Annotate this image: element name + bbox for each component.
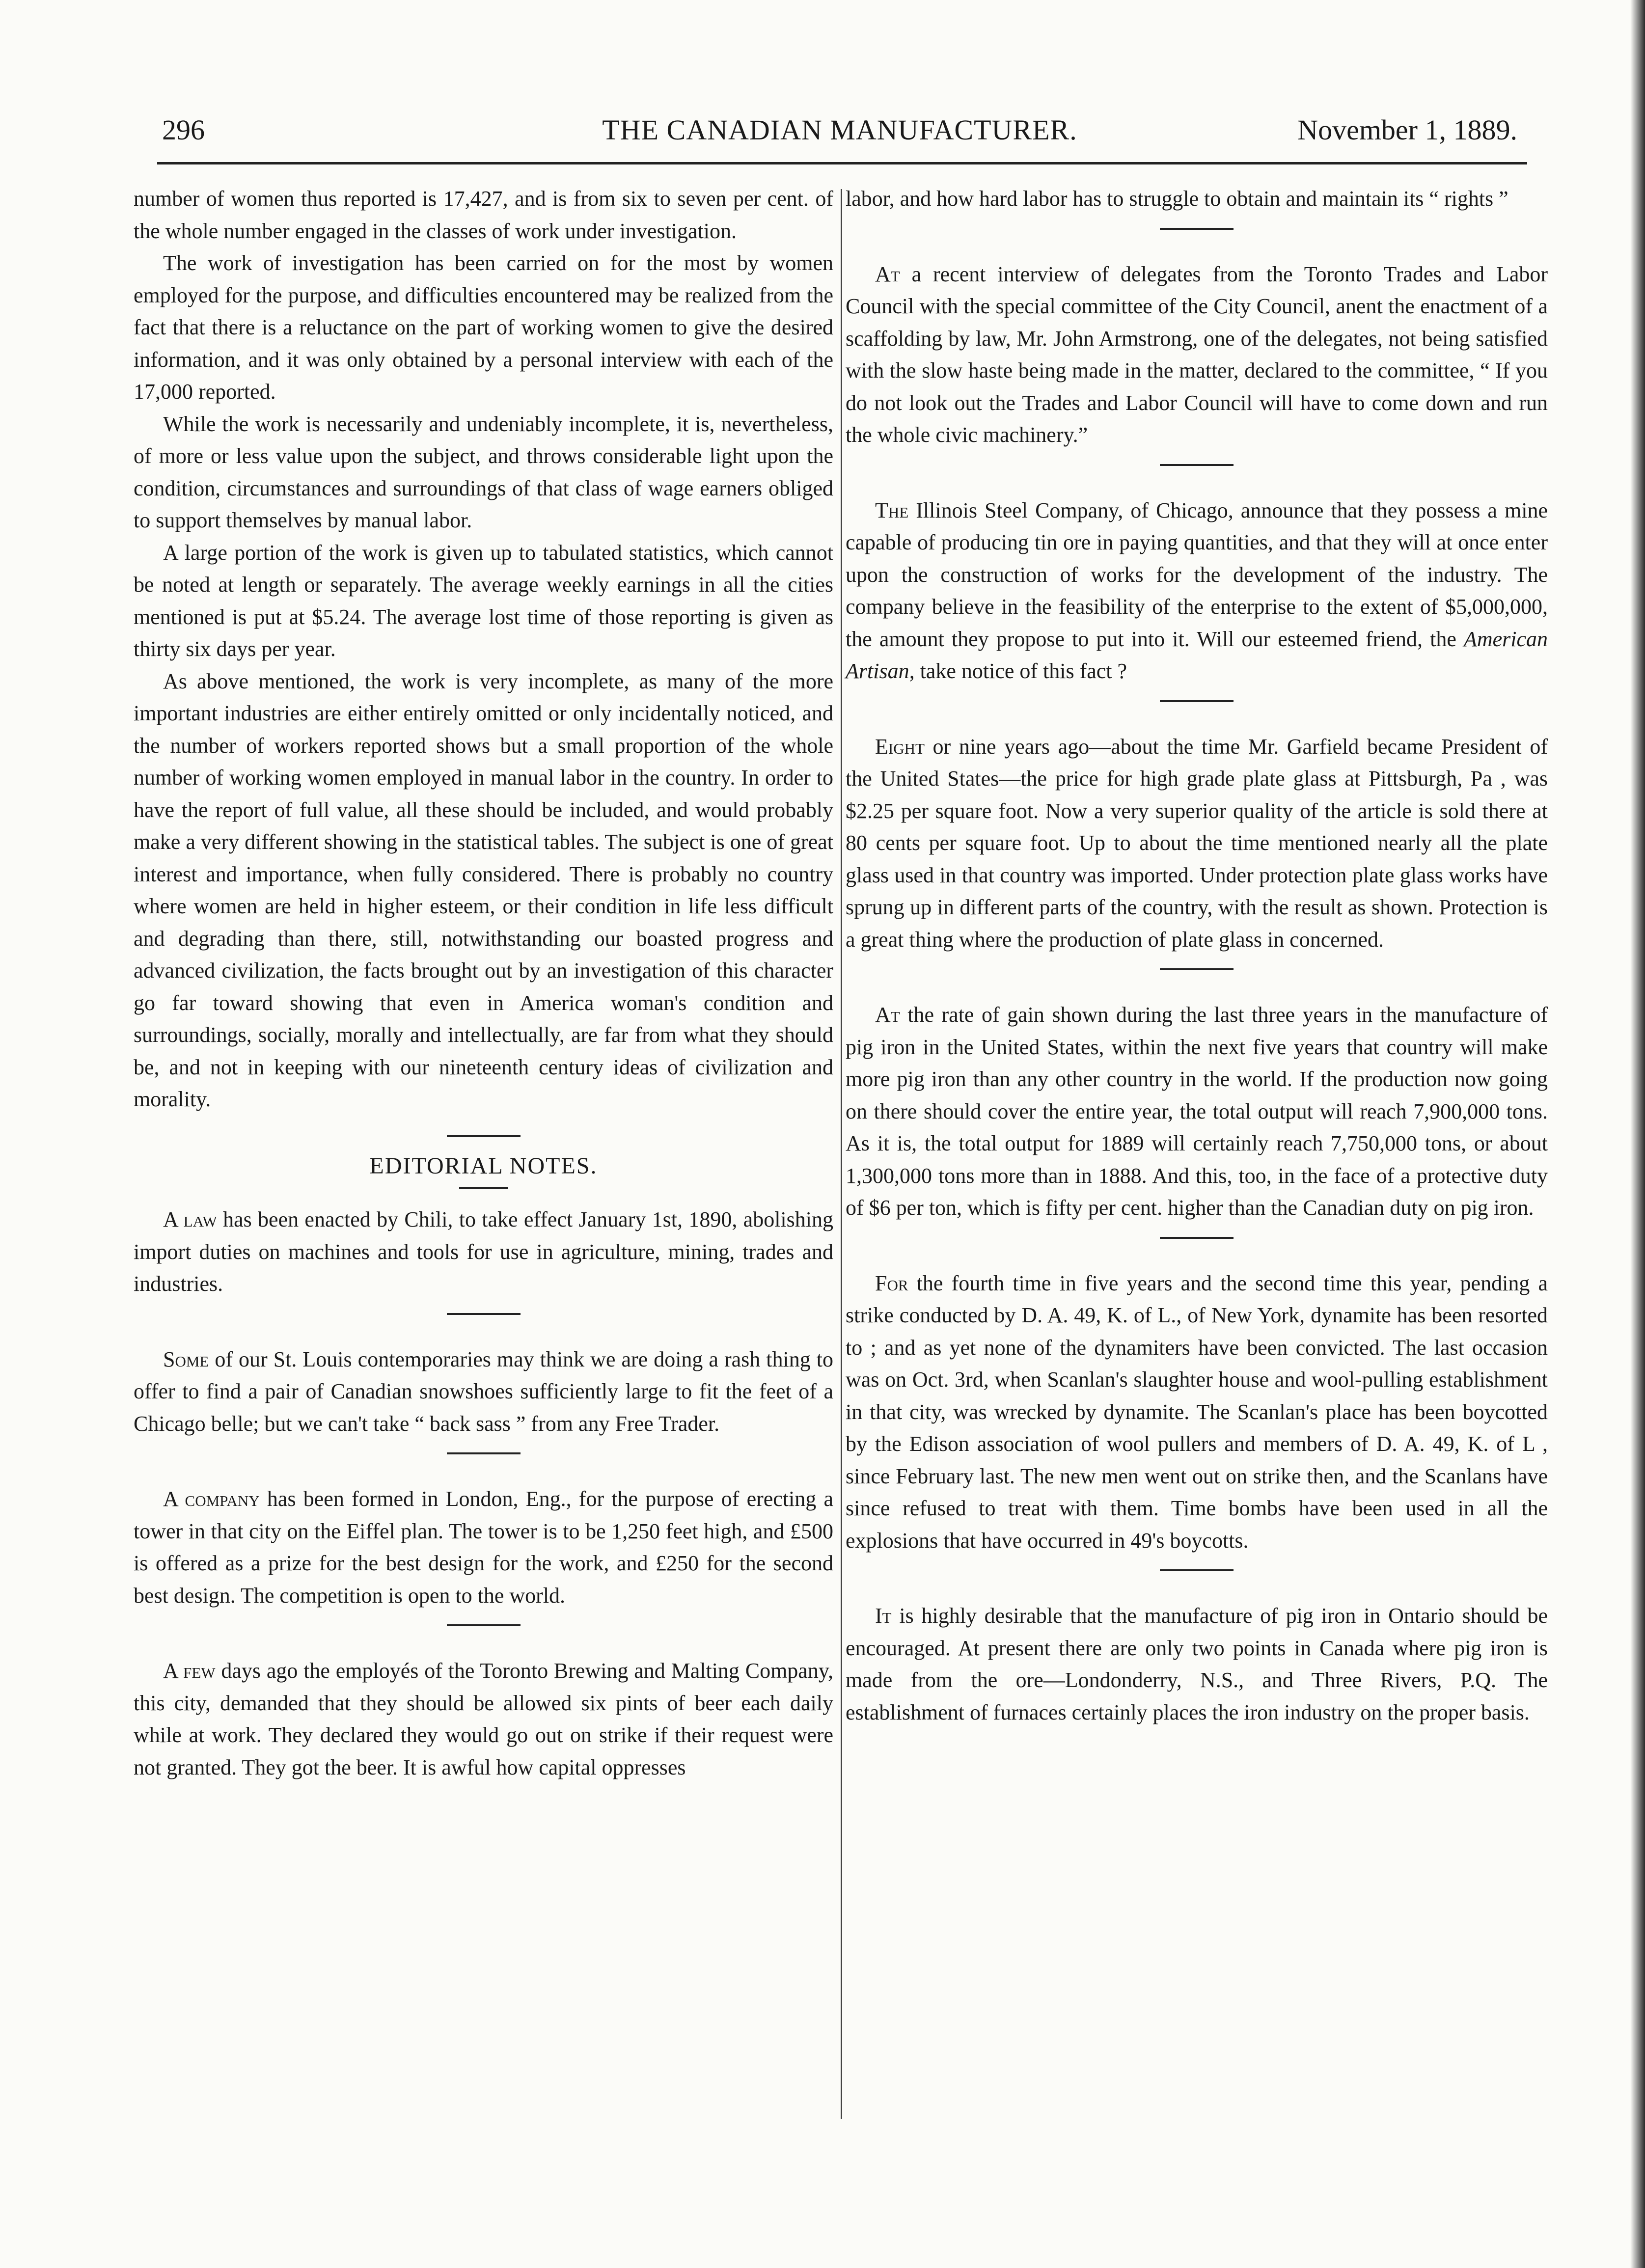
note-body: is highly desirable that the manufacture of pig iron in Ontario should be encouraged. At present there are only two points in Canada where pig iron is made from the ore—Londonderry, N.S., and Three Rivers, P.Q. The establishment of furnaces certainly places the iron industry on the proper basis. <box>846 1604 1548 1724</box>
paragraph: A large portion of the work is given up to tabulated statistics, which cannot be noted at length or separately. The average weekly earnings in all the cities mentioned is put at $5.24. The average lost time of those reporting is given as thirty six days per year. <box>134 540 833 661</box>
editorial-note <box>846 999 1548 1224</box>
note-divider <box>1160 1569 1234 1571</box>
note-divider <box>1160 700 1234 702</box>
note-divider <box>447 1624 521 1626</box>
note-lead: For <box>875 1271 908 1295</box>
note-divider <box>1160 1237 1234 1239</box>
note-body: of our St. Louis contemporaries may think we are doing a rash thing to offer to find a pair of Canadian snowshoes sufficiently large to fit the feet of a Chicago belle; but we can't take “ back sass ” from any Free Trader. <box>134 1347 833 1436</box>
editorial-note <box>846 1267 1548 1557</box>
note-body: Illinois Steel Company, of Chicago, announce that they possess a mine capable of producing tin ore in paying quantities, and that they will at once enter upon the construction of works for the development of the industry. The company believe in the feasibility of the enterprise to the extent of $5,000,000, the amount they propose to put into it. Will our esteemed friend, the <box>846 498 1548 651</box>
paragraph: labor, and how hard labor has to struggle to obtain and maintain its “ rights ” <box>846 187 1508 211</box>
page-number: 296 <box>162 114 205 146</box>
note-body: or nine years ago—about the time Mr. Garfield became President of the United States—the price for high grade plate glass at Pittsburgh, Pa , was $2.25 per square foot. Now a very superior quality of the article is sold there at 80 cents per square foot. Up to about the time mentioned nearly all the plate glass used in that country was imported. Under protection plate glass works have sprung up in different parts of the country, with the result as shown. Protection is a great thing where the production of plate glass in concerned. <box>846 734 1548 952</box>
section-heading: EDITORIAL NOTES. <box>369 1152 598 1179</box>
note-divider <box>447 1313 521 1315</box>
paragraph: The work of investigation has been carried on for the most by women employed for the purpose, and difficulties encountered may be realized from the fact that there is a reluctance on the part of working women to give the desired information, and it was only obtained by a personal interview with each of the 17,000 reported. <box>134 251 833 404</box>
left-column <box>134 183 833 1783</box>
note-body: the rate of gain shown during the last three years in the manufacture of pig iron in the United States, within the next five years that country will make more pig iron than any other country in the world. If the production now going on there should cover the entire year, the total output will reach 7,900,000 tons. As it is, the total output for 1889 will certainly reach 7,750,000 tons, or about 1,300,000 tons more than in 1888. And this, too, in the face of a protective duty of $6 per ton, which is fifty per cent. higher than the Canadian duty on pig iron. <box>846 1003 1548 1220</box>
right-column <box>846 183 1548 1728</box>
note-lead: A company <box>163 1487 260 1511</box>
editorial-note <box>134 1203 833 1300</box>
editorial-note <box>846 494 1548 687</box>
note-body: has been formed in London, Eng., for the purpose of erecting a tower in that city on the Eiffel plan. The tower is to be 1,250 feet high, and £500 is offered as a prize for the best design for the work, and £250 for the second best design. The competition is open to the world. <box>134 1487 833 1608</box>
note-body: has been enacted by Chili, to take effect January 1st, 1890, abolishing import duties on machines and tools for use in agriculture, mining, trades and industries. <box>134 1207 833 1296</box>
note-body: days ago the employés of the Toronto Brewing and Malting Company, this city, demanded that they should be allowed six pints of beer each daily while at work. They declared they would go out on strike if their request were not granted. They got the beer. It is awful how capital oppresses <box>134 1659 833 1779</box>
header-rule <box>157 162 1527 164</box>
heading-rule <box>459 1187 508 1189</box>
note-lead: At <box>875 262 900 286</box>
paragraph: As above mentioned, the work is very incomplete, as many of the more important industries are either entirely omitted or only incidentally noticed, and the number of workers reported shows but a small proportion of the whole number of working women employed in manual labor in the country. In order to have the report of full value, all these should be included, and would probably make a very different showing in the statistical tables. The subject is one of great interest and importance, when fully considered. There is probably no country where women are held in higher esteem, or their condition in life less difficult and degrading than there, still, notwithstanding our boasted progress and advanced civilization, the facts brought out by an investigation of this character go far toward showing that even in America woman's condition and surroundings, socially, morally and intellectually, are far from what they should be, and not in keeping with our nineteenth century ideas of civilization and morality. <box>134 669 833 1111</box>
note-body: a recent interview of delegates from the Toronto Trades and Labor Council with the special committee of the City Council, anent the enactment of a scaffolding by law, Mr. John Armstrong, one of the delegates, not being satisfied with the slow haste being made in the matter, declared to the committee, “ If you do not look out the Trades and Labor Council will have to come down and run the whole civic machinery.” <box>846 262 1548 447</box>
editorial-note <box>134 1655 833 1783</box>
note-divider <box>1160 464 1234 466</box>
note-body: take notice of this fact ? <box>914 659 1127 683</box>
scan-edge <box>1630 0 1645 2268</box>
editorial-note <box>846 258 1548 451</box>
editorial-note <box>134 1483 833 1612</box>
paragraph: number of women thus reported is 17,427, and is from six to seven per cent. of the whole number engaged in the classes of work under investigation. <box>134 187 833 243</box>
journal-title: THE CANADIAN MANUFACTURER. <box>602 114 1077 146</box>
note-divider <box>1160 228 1234 230</box>
note-lead: The <box>875 498 909 522</box>
note-lead: It <box>875 1604 892 1628</box>
column-divider <box>841 189 842 2119</box>
note-lead: A law <box>163 1207 217 1231</box>
note-lead: Eight <box>875 734 925 759</box>
note-divider <box>447 1452 521 1454</box>
note-lead: At <box>875 1003 900 1027</box>
note-lead: Some <box>163 1347 209 1371</box>
note-divider <box>1160 968 1234 970</box>
editorial-note <box>134 1343 833 1440</box>
section-divider <box>447 1135 521 1137</box>
note-lead: A few <box>163 1659 216 1683</box>
paragraph: While the work is necessarily and undeniably incomplete, it is, nevertheless, of more or less value upon the subject, and throws considerable light upon the condition, circumstances and surroundings of that class of wage earners obliged to support themselves by manual labor. <box>134 411 833 532</box>
page-header <box>162 110 1517 155</box>
editorial-note <box>846 731 1548 956</box>
editorial-note <box>846 1600 1548 1728</box>
issue-date: November 1, 1889. <box>1297 114 1517 146</box>
publication-name: American Artisan, <box>846 627 1548 683</box>
note-body: the fourth time in five years and the second time this year, pending a strike conducted by D. A. 49, K. of L., of New York, dynamite has been resorted to ; and as yet none of the dynamiters have been convicted. The last occasion was on Oct. 3rd, when Scanlan's slaughter house and wool-pulling establishment in that city, was wrecked by dynamite. The Scanlan's place has been boycotted by the Edison association of wool pullers and members of D. A. 49, K. of L , since February last. The new men went out on strike then, and the Scanlans have since refused to treat with them. Time bombs have been used in all the explosions that have occurred in 49's boycotts. <box>846 1271 1548 1553</box>
